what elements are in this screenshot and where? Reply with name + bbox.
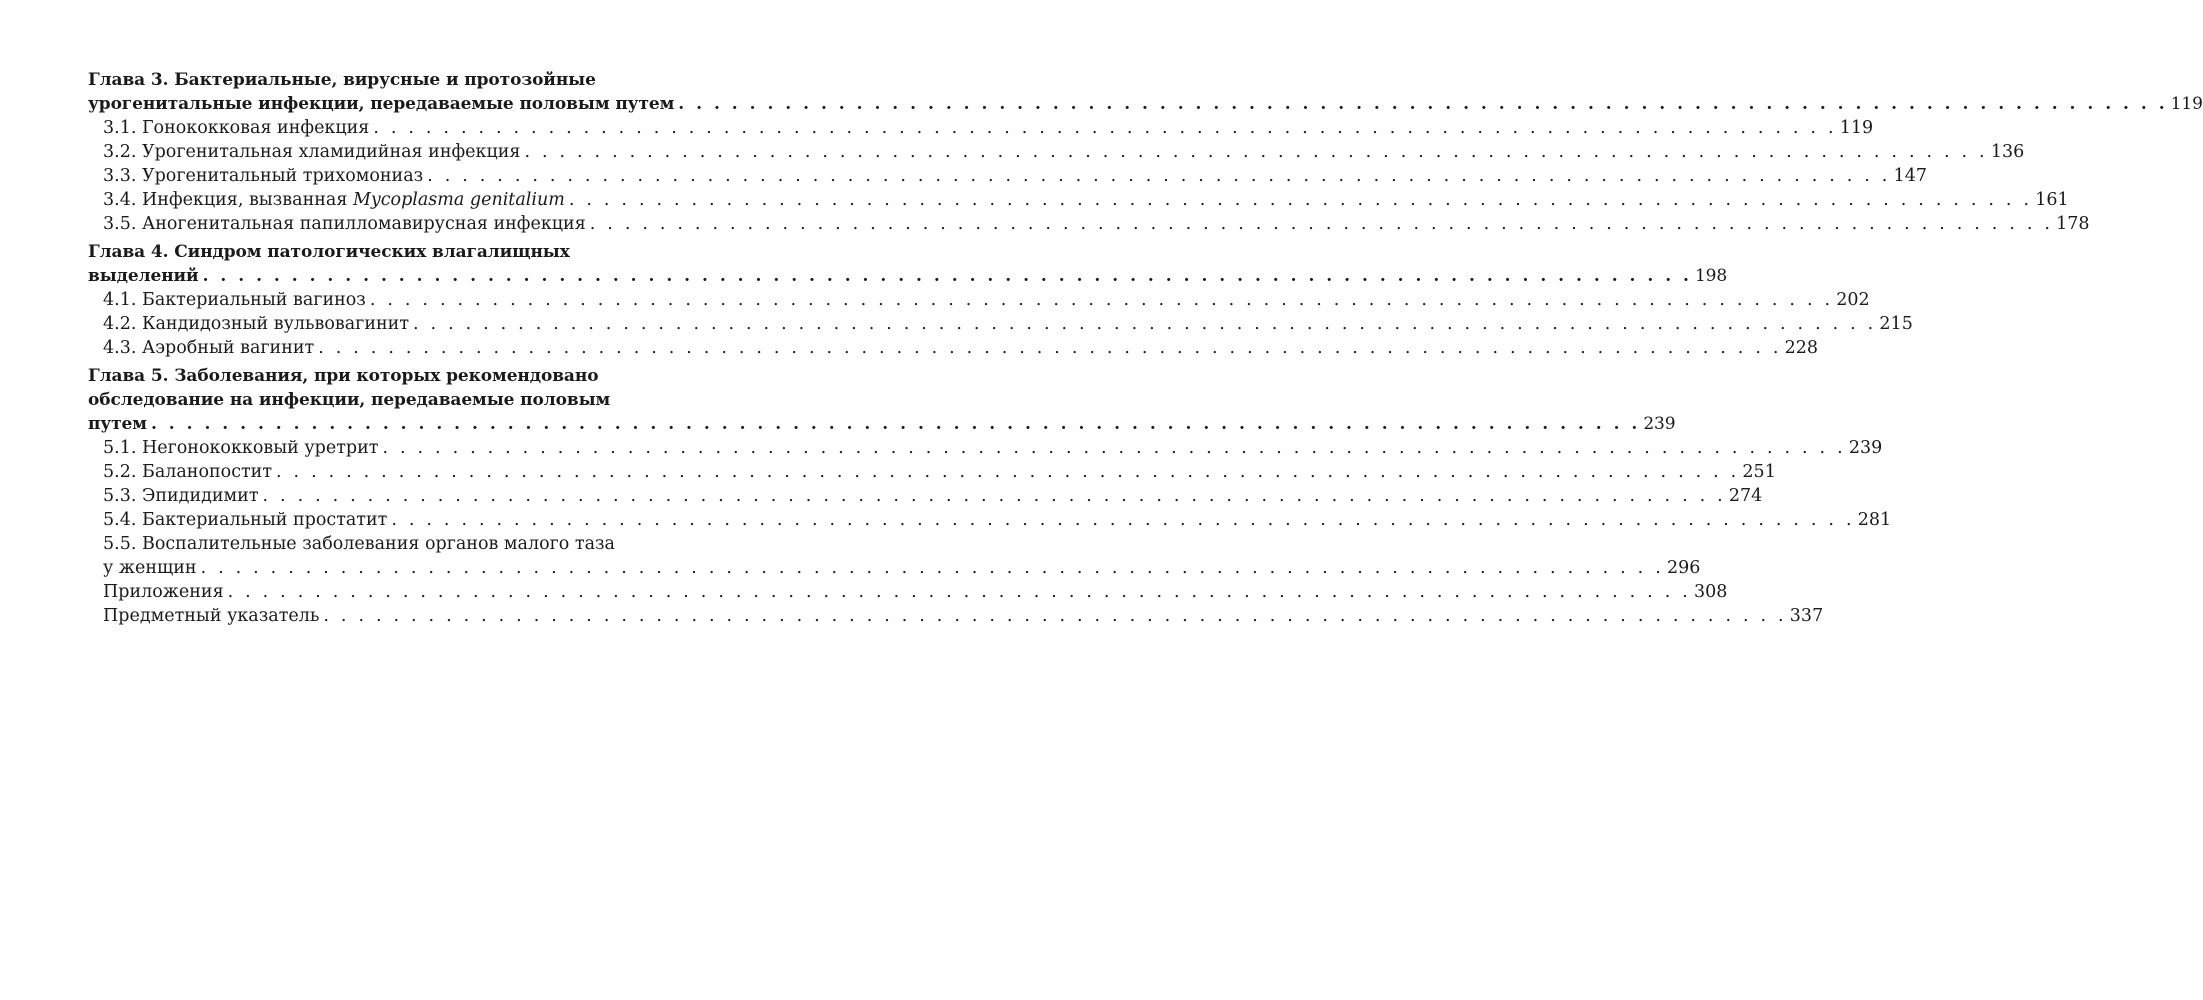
- toc-page-number: 239: [1848, 438, 1883, 458]
- toc-page-number: 274: [1728, 486, 1763, 506]
- toc-entry-title: 5.4. Бактериальный простатит: [103, 510, 388, 530]
- toc-section-entry[interactable]: [88, 336, 1819, 360]
- toc-entry-last-line: [88, 264, 1728, 288]
- toc-chapter-entry[interactable]: [88, 240, 1728, 288]
- toc-section-entry[interactable]: [88, 484, 1763, 508]
- dot-leader: . . . . . . . . . . . . . . . . . . . . . . . . . . . . . . . . . . . . . . . . . . . . . . . . . . . . . . . . . . . . . . . . . . . . . . . . . . . . . . . . . . . .: [200, 558, 1664, 578]
- toc-page-number: 147: [1893, 166, 1927, 186]
- toc-entry-last-line: [103, 212, 2090, 236]
- toc-section-entry[interactable]: [88, 580, 1728, 604]
- toc-page-number: 251: [1742, 462, 1776, 482]
- toc-page-number: 308: [1694, 582, 1728, 602]
- toc-entry-title-line: Глава 3. Бактериальные, вирусные и протозойные: [88, 70, 596, 90]
- toc-entry-last-line: [103, 460, 1776, 484]
- toc-section-entry[interactable]: [88, 288, 1870, 312]
- toc-section-entry[interactable]: [88, 164, 1927, 188]
- toc-entry-last-line: [103, 580, 1728, 604]
- toc-page-number: 228: [1784, 338, 1819, 358]
- toc-entry-last-line: [103, 164, 1927, 188]
- dot-leader: . . . . . . . . . . . . . . . . . . . . . . . . . . . . . . . . . . . . . . . . . . . . . . . . . . . . . . . . . . . . . . . . . . . . . . . . . . . . . . . . . . . .: [382, 438, 1846, 458]
- toc-page-number: 136: [1990, 142, 2025, 162]
- toc-entry-title-line: Глава 4. Синдром патологических влагалищных: [88, 242, 570, 262]
- toc-entry-last-line: [103, 140, 2025, 164]
- toc-section-entry[interactable]: [88, 532, 1701, 580]
- toc-entry-title: у женщин: [103, 558, 197, 578]
- toc-entry-title: 5.2. Баланопостит: [103, 462, 273, 482]
- toc-entry-title: путем: [88, 414, 147, 434]
- toc-section-entry[interactable]: [88, 604, 1824, 628]
- toc-entry-last-line: [103, 604, 1824, 628]
- toc-entry-title: Предметный указатель: [103, 606, 320, 626]
- toc-page-number: 202: [1836, 290, 1870, 310]
- toc-entry-title: 4.3. Аэробный вагинит: [103, 338, 315, 358]
- dot-leader: . . . . . . . . . . . . . . . . . . . . . . . . . . . . . . . . . . . . . . . . . . . . . . . . . . . . . . . . . . . . . . . . . . . . . . . . . . . . . . . . . . . .: [427, 166, 1891, 186]
- dot-leader: . . . . . . . . . . . . . . . . . . . . . . . . . . . . . . . . . . . . . . . . . . . . . . . . . . . . . . . . . . . . . . . . . . . . . . . . . . . . . . . . . . . .: [589, 214, 2054, 234]
- toc-entry-last-line: [103, 508, 1892, 532]
- dot-leader: . . . . . . . . . . . . . . . . . . . . . . . . . . . . . . . . . . . . . . . . . . . . . . . . . . . . . . . . . . . . . . . . . . . . . . . . . . . . . . . . . . . .: [262, 486, 1726, 506]
- dot-leader: . . . . . . . . . . . . . . . . . . . . . . . . . . . . . . . . . . . . . . . . . . . . . . . . . . . . . . . . . . . . . . . . . . . . . . . . . . . . . . . . . . . .: [227, 582, 1691, 602]
- toc-entry-last-line: [103, 312, 1913, 336]
- toc-section-entry[interactable]: [88, 312, 1913, 336]
- toc-section-entry[interactable]: [88, 188, 2069, 212]
- toc-entry-last-line: [103, 556, 1701, 580]
- toc-entry-title: 3.5. Аногенитальная папилломавирусная инфекция: [103, 214, 586, 234]
- toc-entry-last-line: [88, 412, 1676, 436]
- toc-page-number: 239: [1643, 414, 1676, 434]
- toc-entry-last-line: [103, 484, 1763, 508]
- toc-section-entry[interactable]: [88, 116, 1874, 140]
- toc-entry-last-line: [103, 188, 2069, 212]
- toc-entry-last-line: [103, 288, 1870, 312]
- toc-entry-title: 5.1. Негонококковый уретрит: [103, 438, 379, 458]
- dot-leader: . . . . . . . . . . . . . . . . . . . . . . . . . . . . . . . . . . . . . . . . . . . . . . . . . . . . . . . . . . . . . . . . . . . . . . . . . . . . . . . . . . . .: [373, 118, 1837, 138]
- toc-entry-title: 4.2. Кандидозный вульвовагинит: [103, 314, 410, 334]
- toc-entry-title: 5.3. Эпидидимит: [103, 486, 259, 506]
- dot-leader: . . . . . . . . . . . . . . . . . . . . . . . . . . . . . . . . . . . . . . . . . . . . . . . . . . . . . . . . . . . . . . . . . . . . . . . . . . . . . . . . . . . .: [150, 414, 1641, 434]
- toc-section-entry[interactable]: [88, 140, 2025, 164]
- toc-page-number: 296: [1666, 558, 1701, 578]
- dot-leader: . . . . . . . . . . . . . . . . . . . . . . . . . . . . . . . . . . . . . . . . . . . . . . . . . . . . . . . . . . . . . . . . . . . . . . . . . . . . . . . . . . . .: [413, 314, 1877, 334]
- toc-entry-last-line: [103, 436, 1883, 460]
- toc-section-entry[interactable]: [88, 508, 1892, 532]
- toc-page-number: 161: [2035, 190, 2069, 210]
- toc-entry-title-prefix: 3.4. Инфекция, вызванная: [103, 190, 353, 210]
- toc-entry-title: 3.3. Урогенитальный трихомониаз: [103, 166, 424, 186]
- toc-entry-title: выделений: [88, 266, 199, 286]
- dot-leader: . . . . . . . . . . . . . . . . . . . . . . . . . . . . . . . . . . . . . . . . . . . . . . . . . . . . . . . . . . . . . . . . . . . . . . . . . . . . . . . . . . . .: [369, 290, 1834, 310]
- toc-entry-title-line: Глава 5. Заболевания, при которых рекомендовано: [88, 366, 599, 386]
- toc-entry-title-line: обследование на инфекции, передаваемые половым: [88, 390, 611, 410]
- toc-entry-title: 4.1. Бактериальный вагиноз: [103, 290, 366, 310]
- toc-entry-title: [103, 188, 565, 212]
- toc-entry-last-line: [88, 92, 2203, 116]
- dot-leader: . . . . . . . . . . . . . . . . . . . . . . . . . . . . . . . . . . . . . . . . . . . . . . . . . . . . . . . . . . . . . . . . . . . . . . . . . . . . . . . . . . . .: [318, 338, 1782, 358]
- toc-page-number: 119: [1839, 118, 1874, 138]
- dot-leader: . . . . . . . . . . . . . . . . . . . . . . . . . . . . . . . . . . . . . . . . . . . . . . . . . . . . . . . . . . . . . . . . . . . . . . . . . . . . . . . . . . . .: [202, 266, 1692, 286]
- toc-section-entry[interactable]: [88, 460, 1776, 484]
- toc-entry-title: урогенитальные инфекции, передаваемые половым путем: [88, 94, 675, 114]
- toc-page-number: 119: [2170, 94, 2203, 114]
- dot-leader: . . . . . . . . . . . . . . . . . . . . . . . . . . . . . . . . . . . . . . . . . . . . . . . . . . . . . . . . . . . . . . . . . . . . . . . . . . . . . . . . . . . .: [276, 462, 1740, 482]
- toc-page-number: 198: [1694, 266, 1728, 286]
- dot-leader: . . . . . . . . . . . . . . . . . . . . . . . . . . . . . . . . . . . . . . . . . . . . . . . . . . . . . . . . . . . . . . . . . . . . . . . . . . . . . . . . . . . .: [391, 510, 1855, 530]
- toc-chapter-entry[interactable]: [88, 68, 2203, 116]
- toc-entry-title-line: 5.5. Воспалительные заболевания органов малого таза: [103, 534, 615, 554]
- table-of-contents: [88, 68, 2203, 628]
- toc-entry-last-line: [103, 336, 1819, 360]
- toc-chapter-entry[interactable]: [88, 364, 1676, 436]
- toc-page-number: 215: [1879, 314, 1913, 334]
- toc-page-number: 281: [1857, 510, 1892, 530]
- dot-leader: . . . . . . . . . . . . . . . . . . . . . . . . . . . . . . . . . . . . . . . . . . . . . . . . . . . . . . . . . . . . . . . . . . . . . . . . . . . . . . . . . . . .: [678, 94, 2168, 114]
- dot-leader: . . . . . . . . . . . . . . . . . . . . . . . . . . . . . . . . . . . . . . . . . . . . . . . . . . . . . . . . . . . . . . . . . . . . . . . . . . . . . . . . . . . .: [323, 606, 1787, 626]
- toc-entry-last-line: [103, 116, 1874, 140]
- dot-leader: . . . . . . . . . . . . . . . . . . . . . . . . . . . . . . . . . . . . . . . . . . . . . . . . . . . . . . . . . . . . . . . . . . . . . . . . . . . . . . . . . . . .: [524, 142, 1988, 162]
- dot-leader: . . . . . . . . . . . . . . . . . . . . . . . . . . . . . . . . . . . . . . . . . . . . . . . . . . . . . . . . . . . . . . . . . . . . . . . . . . . . . . . . . . . .: [568, 190, 2033, 210]
- toc-section-entry[interactable]: [88, 436, 1883, 460]
- toc-entry-title: 3.2. Урогенитальная хламидийная инфекция: [103, 142, 521, 162]
- toc-entry-title-italic: Mycoplasma genitalium: [352, 190, 565, 210]
- toc-entry-title: 3.1. Гонококковая инфекция: [103, 118, 370, 138]
- toc-page-number: 178: [2056, 214, 2090, 234]
- toc-section-entry[interactable]: [88, 212, 2090, 236]
- toc-entry-title: Приложения: [103, 582, 224, 602]
- toc-page-number: 337: [1789, 606, 1824, 626]
